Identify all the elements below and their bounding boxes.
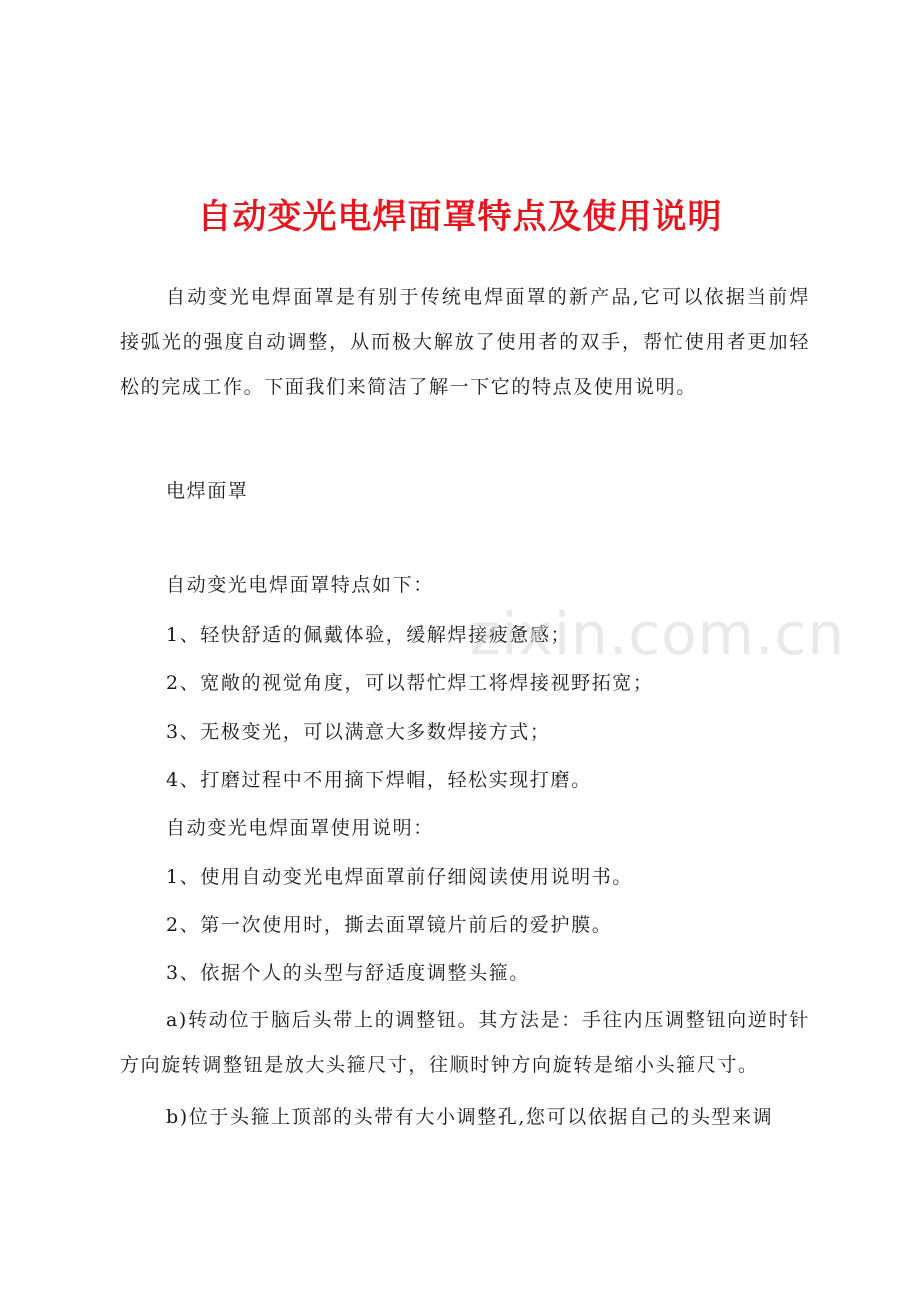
usage-sub-b: b)位于头箍上顶部的头带有大小调整孔,您可以依据自己的头型来调	[166, 1106, 774, 1128]
usage-item: 1、使用自动变光电焊面罩前仔细阅读使用说明书。	[166, 866, 633, 888]
feature-item: 1、轻快舒适的佩戴体验，缓解焊接疲惫感；	[166, 624, 572, 646]
features-heading: 自动变光电焊面罩特点如下：	[166, 574, 434, 596]
feature-item: 3、无极变光，可以满意大多数焊接方式；	[166, 721, 551, 743]
usage-heading: 自动变光电焊面罩使用说明：	[166, 817, 434, 839]
feature-item: 2、宽敞的视觉角度，可以帮忙焊工将焊接视野拓宽；	[166, 672, 654, 694]
usage-item: 3、依据个人的头型与舒适度调整头箍。	[166, 962, 530, 984]
usage-sub-a: a)转动位于脑后头带上的调整钮。其方法是：手往内压调整钮向逆时针方向旋转调整钮是放大头箍尺寸，往顺时钟方向旋转是缩小头箍尺寸。	[120, 1009, 810, 1076]
usage-item: 2、第一次使用时，撕去面罩镜片前后的爱护膜。	[166, 914, 613, 936]
document-title: 自动变光电焊面罩特点及使用说明	[197, 197, 723, 237]
feature-item: 4、打磨过程中不用摘下焊帽，轻松实现打磨。	[166, 769, 592, 791]
subheading: 电焊面罩	[166, 480, 249, 502]
intro-paragraph: 自动变光电焊面罩是有别于传统电焊面罩的新产品,它可以依据当前焊接弧光的强度自动调整，从而极大解放了使用者的双手，帮忙使用者更加轻松的完成工作。下面我们来简洁了解一下它的特点及使用说明。	[120, 286, 810, 398]
watermark: zixin.com.cn	[470, 600, 846, 668]
